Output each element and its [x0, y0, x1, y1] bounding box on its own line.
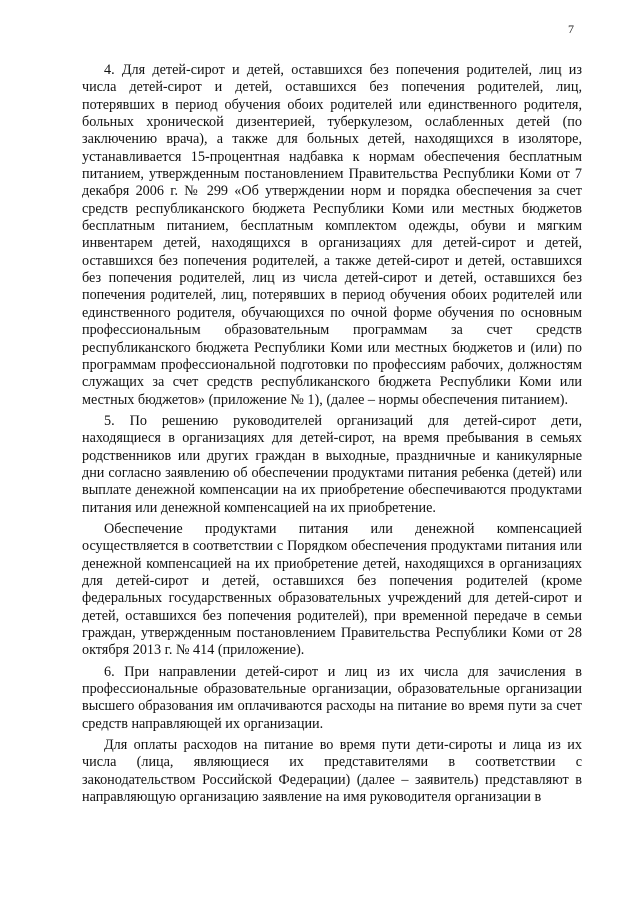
paragraph-5: 5. По решению руководителей организаций для детей-сирот дети, находящиеся в организациях для детей-сирот, на время пребывания в семьях родственников или других граждан в выходные, праздничные и каникулярные дни согласно заявлению об обеспечении продуктами питания ребенка (детей) или выплате денежной компенсации на их приобретение обеспечиваются продуктами питания или денежной компенсацией на их приобретение. [82, 412, 582, 516]
paragraph-6: 6. При направлении детей-сирот и лиц из их числа для зачисления в профессиональные образовательные организации, образовательные организации высшего образования им оплачиваются расходы на питание во время пути за счет средств направляющей их организации. [82, 663, 582, 732]
paragraph-4: 4. Для детей-сирот и детей, оставшихся без попечения родителей, лиц из числа детей-сирот и детей, оставшихся без попечения родителей, лиц, потерявших в период обучения обоих родителей или единственного родителя, больных хронической дизентерией, туберкулезом, ослабленных детей (по заключению врача), а также для больных детей, находящихся в изоляторе, устанавливается 15-процентная надбавка к нормам обеспечения бесплатным питанием, утвержденным постановлением Правительства Республики Коми от 7 декабря 2006 г. № 299 «Об утверждении норм и порядка обеспечения за счет средств республиканского бюджета Республики Коми или местных бюджетов бесплатным питанием, бесплатным комплектом одежды, обуви и мягким инвентарем детей, находящихся в организациях для детей-сирот и детей, оставшихся без попечения родителей, а также детей-сирот и детей, оставшихся без попечения родителей, лиц из числа детей-сирот и детей, оставшихся без попечения родителей, лиц, потерявших в период обучения обоих родителей или единственного родителя, обучающихся по очной форме обучения по основным профессиональным образовательным программам за счет средств республиканского бюджета Республики Коми или местных бюджетов и (или) по программам профессиональной подготовки по профессиям рабочих, должностям служащих за счет средств республиканского бюджета Республики Коми или местных бюджетов» (приложение № 1), (далее – нормы обеспечения питанием). [82, 62, 582, 408]
page-number: 7 [568, 22, 574, 36]
paragraph-5-continued: Обеспечение продуктами питания или денежной компенсацией осуществляется в соответствии с Порядком обеспечения продуктами питания или денежной компенсацией на их приобретение детей, находящихся в организациях для детей-сирот и детей, оставшихся без попечения родителей (кроме федеральных государственных образовательных учреждений для детей-сирот и детей, оставшихся без попечения родителей), при временной передаче в семьи граждан, утвержденным постановлением Правительства Республики Коми от 28 октября 2013 г. № 414 (приложение). [82, 520, 582, 659]
document-body [82, 62, 582, 810]
paragraph-6-continued: Для оплаты расходов на питание во время пути дети-сироты и лица из их числа (лица, являющиеся их представителями в соответствии с законодательством Российской Федерации) (далее – заявитель) представляют в направляющую организацию заявление на имя руководителя организации в [82, 737, 582, 806]
